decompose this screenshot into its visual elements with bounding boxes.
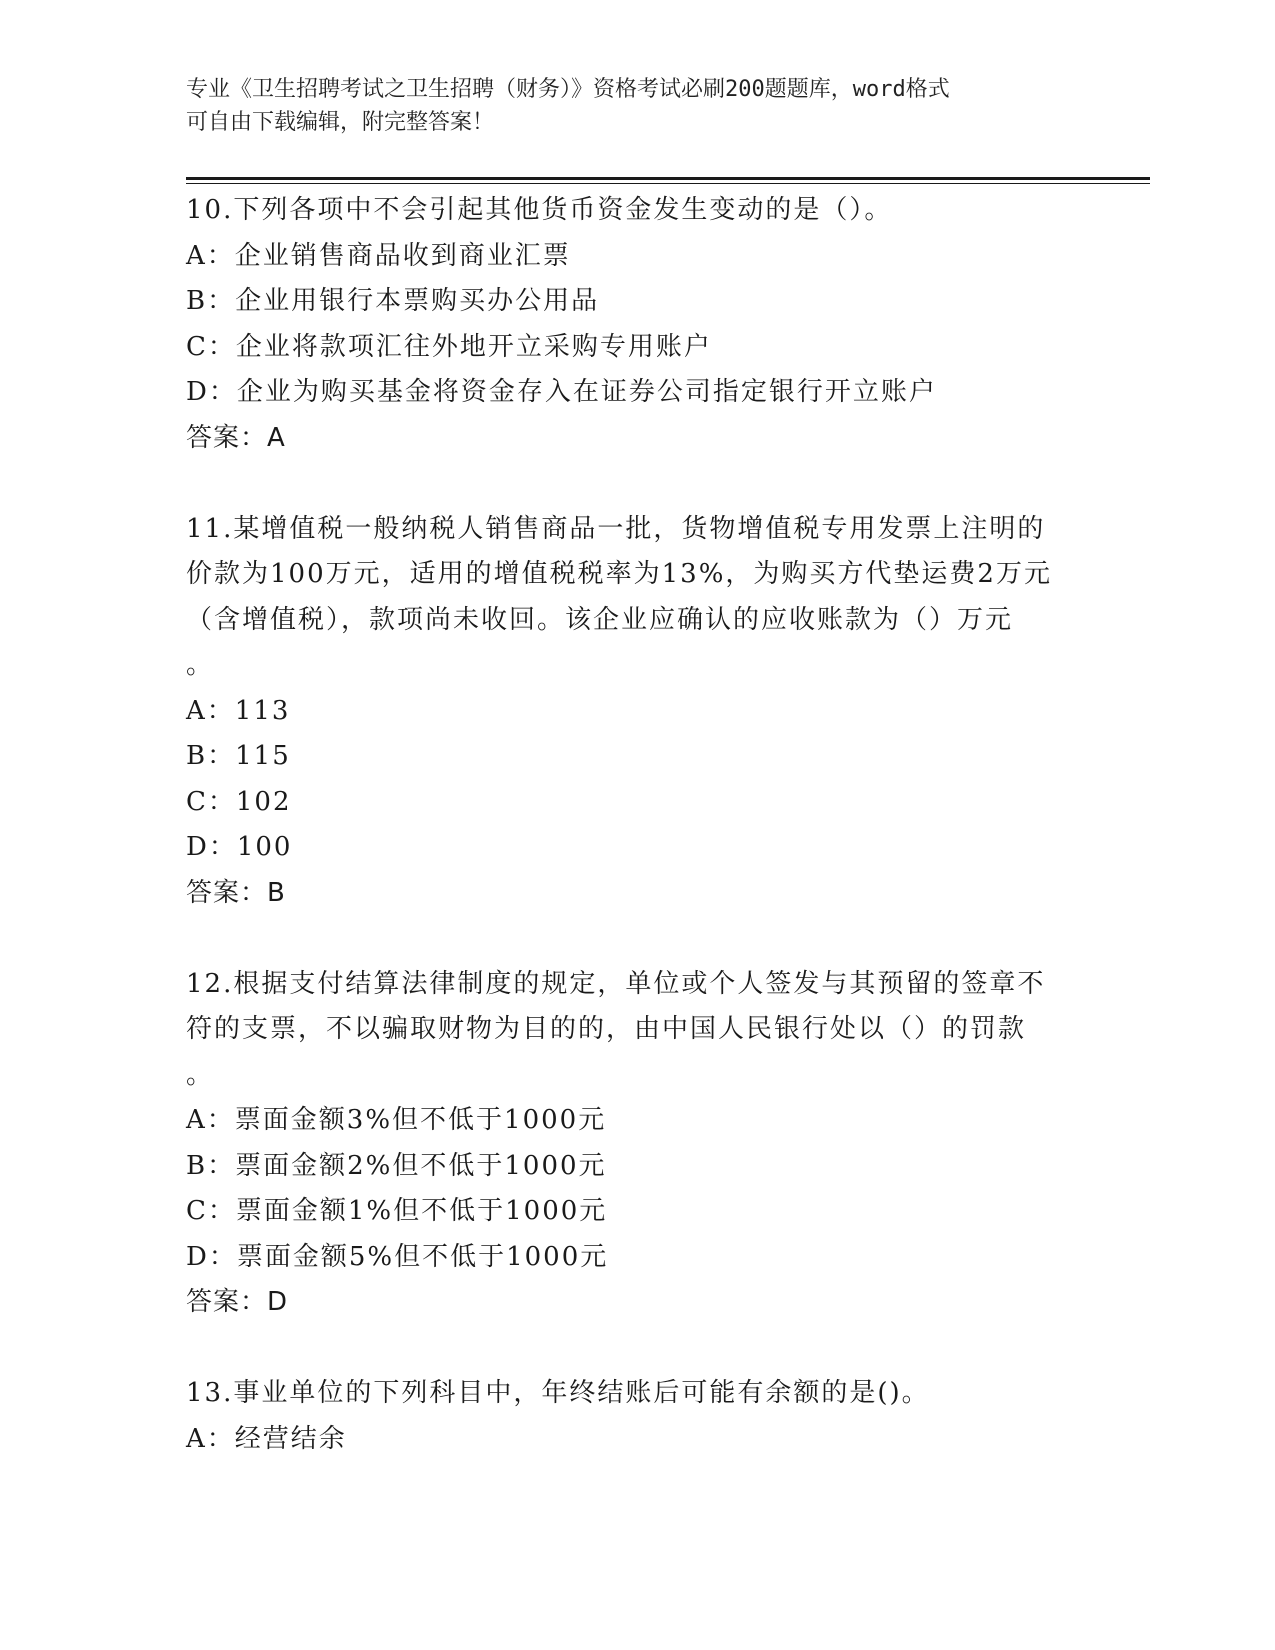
question-block bbox=[186, 507, 1086, 962]
header-divider-thick bbox=[186, 177, 1150, 180]
option-d: D：票面金额5%但不低于1000元 bbox=[186, 1241, 609, 1272]
option-c: C：票面金额1%但不低于1000元 bbox=[186, 1196, 608, 1226]
option-a: A：票面金额3%但不低于1000元 bbox=[186, 1105, 607, 1135]
header-line-1: 专业《卫生招聘考试之卫生招聘（财务）》资格考试必刷200题题库，word格式 bbox=[186, 77, 950, 102]
answer-line: 答案：B bbox=[186, 877, 286, 908]
option-d: D：企业为购买基金将资金存入在证券公司指定银行开立账户 bbox=[186, 377, 937, 407]
question-stem: 价款为100万元，适用的增值税税率为13%，为购买方代垫运费2万元 bbox=[186, 559, 1052, 589]
option-b: B：115 bbox=[186, 741, 291, 771]
answer-line: 答案：D bbox=[186, 1287, 289, 1317]
option-b: B：企业用银行本票购买办公用品 bbox=[186, 286, 600, 316]
header-line-2: 可自由下载编辑，附完整答案！ bbox=[186, 110, 495, 135]
question-stem: 13.事业单位的下列科目中，年终结账后可能有余额的是()。 bbox=[186, 1378, 930, 1408]
header-divider-thin bbox=[186, 183, 1150, 184]
question-stem: 10.下列各项中不会引起其他货币资金发生变动的是（）。 bbox=[186, 195, 893, 225]
option-a: A：113 bbox=[186, 695, 291, 726]
option-c: C：企业将款项汇往外地开立采购专用账户 bbox=[186, 331, 712, 362]
answer-line: 答案：A bbox=[186, 422, 286, 453]
option-a: A：经营结余 bbox=[186, 1423, 347, 1454]
question-stem: 。 bbox=[186, 650, 215, 680]
question-stem: 。 bbox=[186, 1059, 215, 1090]
option-a: A：企业销售商品收到商业汇票 bbox=[186, 240, 571, 271]
question-stem: （含增值税），款项尚未收回。该企业应确认的应收账款为（）万元 bbox=[186, 604, 1014, 635]
question-list bbox=[186, 188, 1086, 1462]
question-block bbox=[186, 188, 1086, 507]
question-stem: 11.某增值税一般纳税人销售商品一批，货物增值税专用发票上注明的 bbox=[186, 513, 1046, 544]
option-b: B：票面金额2%但不低于1000元 bbox=[186, 1150, 607, 1181]
question-block bbox=[186, 962, 1086, 1372]
option-c: C：102 bbox=[186, 786, 292, 817]
question-stem: 12.根据支付结算法律制度的规定，单位或个人签发与其预留的签章不 bbox=[186, 968, 1046, 999]
question-stem: 符的支票，不以骗取财物为目的的，由中国人民银行处以（）的罚款 bbox=[186, 1014, 1027, 1044]
option-d: D：100 bbox=[186, 832, 293, 862]
question-block bbox=[186, 1371, 1086, 1462]
document-header bbox=[186, 73, 1106, 139]
